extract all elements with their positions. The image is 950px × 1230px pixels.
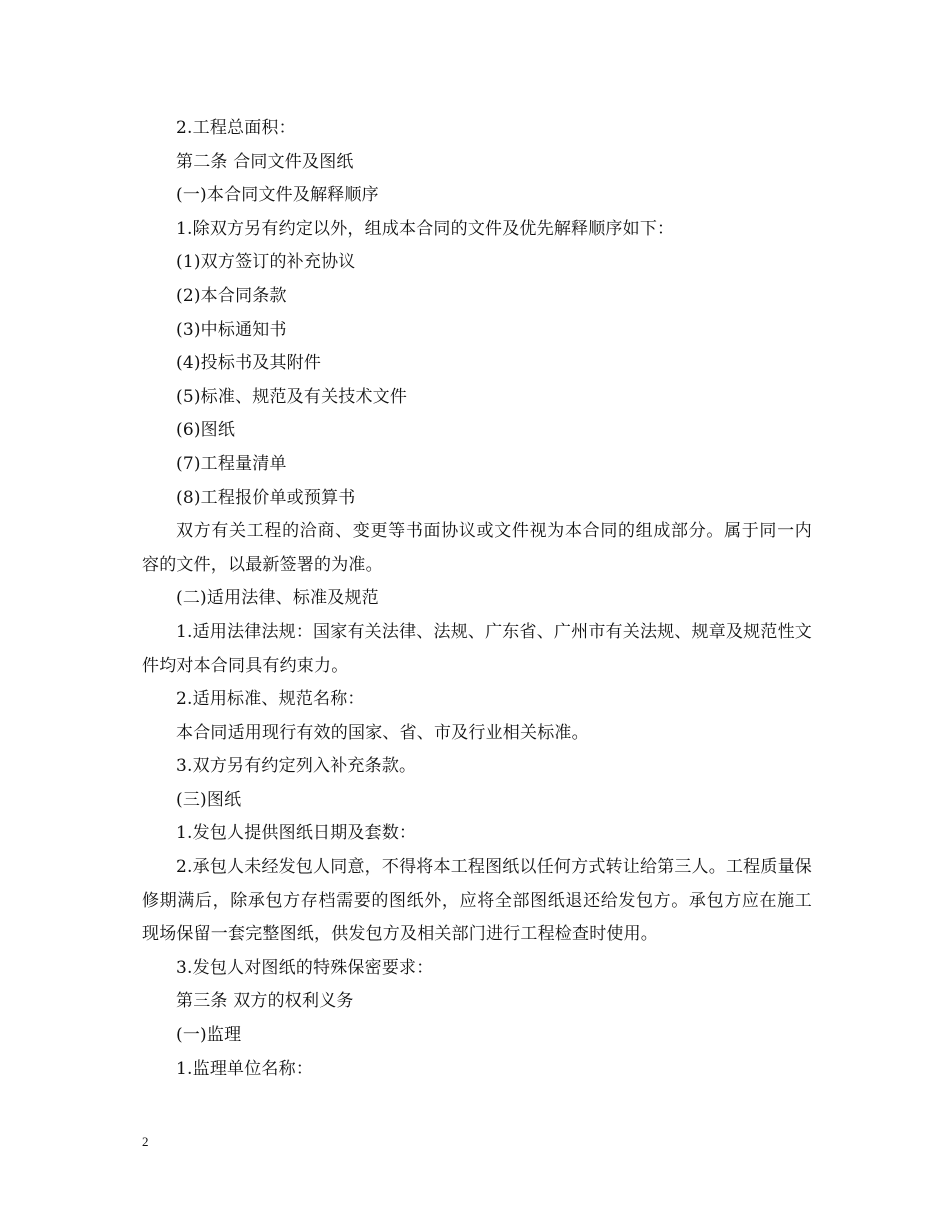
paragraph: 2.工程总面积： xyxy=(176,118,296,138)
paragraph: 3.发包人对图纸的特殊保密要求： xyxy=(176,957,434,978)
subsection-heading: (三)图纸 xyxy=(176,789,242,810)
paragraph: 3.双方另有约定列入补充条款。 xyxy=(176,756,417,777)
subsection-heading: (一)监理 xyxy=(176,1025,242,1046)
list-item: (4)投标书及其附件 xyxy=(176,353,322,374)
paragraph: 1.监理单位名称： xyxy=(176,1058,314,1079)
paragraph: 1.除双方另有约定以外，组成本合同的文件及优先解释顺序如下： xyxy=(176,218,675,239)
list-item: (8)工程报价单或预算书 xyxy=(176,487,356,508)
list-item: (7)工程量清单 xyxy=(176,453,287,474)
page-number: 2 xyxy=(142,1134,149,1149)
subsection-heading: (一)本合同文件及解释顺序 xyxy=(176,185,379,206)
paragraph: 2.适用标准、规范名称： xyxy=(176,689,365,710)
paragraph: 1.适用法律法规：国家有关法律、法规、广东省、广州市有关法规、规章及规范性文件均对本合同具有约束力。 xyxy=(142,621,812,676)
paragraph: 双方有关工程的洽商、变更等书面协议或文件视为本合同的组成部分。属于同一内容的文件，以最新签署的为准。 xyxy=(142,521,812,575)
list-item: (5)标准、规范及有关技术文件 xyxy=(176,386,408,407)
paragraph: 2.承包人未经发包人同意，不得将本工程图纸以任何方式转让给第三人。工程质量保修期满后，除承包方存档需要的图纸外，应将全部图纸退还给发包方。承包方应在施工现场保留一套完整图纸，供发包方及相关部门进行工程检查时使用。 xyxy=(142,857,812,945)
subsection-heading: (二)适用法律、标准及规范 xyxy=(176,588,379,609)
section-heading: 第三条 双方的权利义务 xyxy=(176,991,354,1012)
list-item: (3)中标通知书 xyxy=(176,319,287,340)
list-item: (1)双方签订的补充协议 xyxy=(176,252,356,273)
list-item: (2)本合同条款 xyxy=(176,285,287,306)
paragraph: 本合同适用现行有效的国家、省、市及行业相关标准。 xyxy=(176,722,589,743)
document-body xyxy=(142,112,812,1086)
paragraph: 1.发包人提供图纸日期及套数： xyxy=(176,823,417,844)
section-heading: 第二条 合同文件及图纸 xyxy=(176,151,354,172)
list-item: (6)图纸 xyxy=(176,420,236,441)
